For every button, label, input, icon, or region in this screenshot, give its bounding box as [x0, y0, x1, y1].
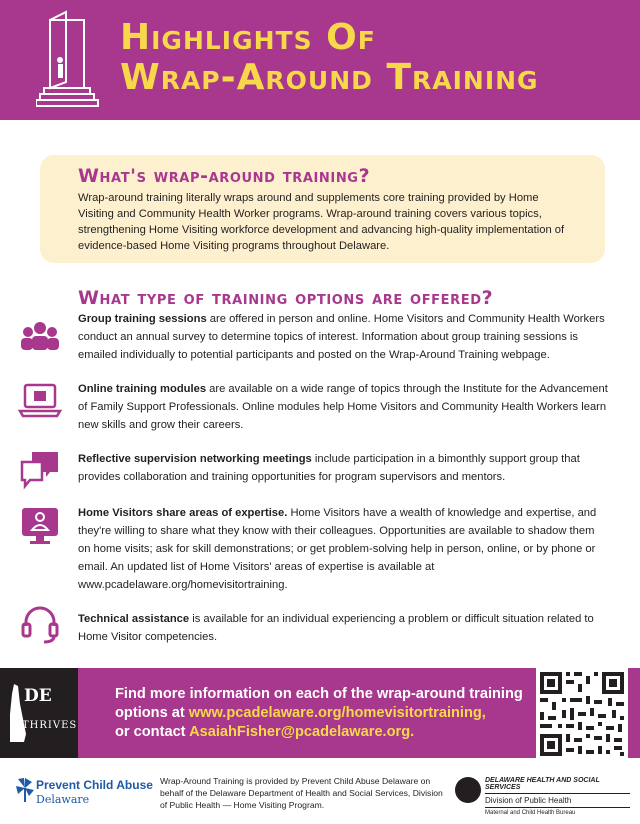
group-icon [18, 318, 62, 358]
banner-text [115, 685, 523, 742]
item-text: are offered in person and online. Home Visitors and Community Health Workers conduct an annual survey to determine topics of interest. Information about group training sessions is emailed individually to potential participants and posted on the Wrap-Around Training webpage. [78, 313, 605, 361]
item-bold: Home Visitors share areas of expertise. [78, 507, 288, 519]
qr-code-icon[interactable] [536, 668, 628, 760]
email-link[interactable]: AsaiahFisher@pcadelaware.org. [189, 724, 415, 740]
intro-box [40, 155, 605, 263]
item-bold: Group training sessions [78, 313, 207, 325]
chat-bubbles-icon [18, 450, 62, 490]
item-bold: Online training modules [78, 383, 207, 395]
dhss-logo [455, 777, 630, 816]
pca-sub: Delaware [36, 793, 90, 806]
footer-text: Wrap-Around Training is provided by Prevent Child Abuse Delaware on behalf of the Delaware Department of Health and Social Services, Division of Public Health — Home Visiting Program. [160, 776, 443, 810]
item-bold: Reflective supervision networking meetings [78, 453, 312, 465]
website-link[interactable]: www.pcadelaware.org/homevisitortraining, [188, 705, 486, 721]
dhss-bureau: Maternal and Child Health Bureau [485, 810, 576, 816]
item-group-training [78, 310, 608, 364]
intro-text: Wrap-around training literally wraps around and supplements core training provided by Home Visiting and Community Health Worker programs. Wrap-around training covers various topics, strengthening Home Visiting workforce development and advancing high-quality implementation of evidence-based Home Visiting programs throughout Delaware. [78, 192, 565, 252]
dhss-title: DELAWARE HEALTH AND SOCIAL SERVICES [485, 777, 630, 794]
de-logo-text: DE [24, 686, 52, 706]
banner-line-3-prefix: or contact [115, 724, 190, 740]
item-text: is available for an individual experiencing a problem or difficult situation related to Home Visitor competencies. [78, 613, 594, 643]
page-title [120, 18, 539, 98]
item-reflective-supervision [78, 450, 608, 486]
open-door-icon [36, 8, 106, 116]
pca-name: Prevent Child Abuse [36, 778, 153, 792]
item-text: Home Visitors have a wealth of knowledge and expertise, and they're willing to share what they know with their colleagues. Opportunities are available to shadow them on home visits; ask for skill demonstrations; or get problem-solving help in person, online, or by phone or email. An updated list of Home Visitors' areas of expertise is available at www.pcadelaware.org/homevisitortraining. [78, 507, 597, 591]
pinwheel-icon [14, 776, 36, 802]
laptop-icon [18, 380, 62, 420]
item-text: include participation in a bimonthly support group that provides collaboration and training opportunities for program supervisors and mentors. [78, 453, 580, 483]
banner-line-2-prefix: options at [115, 705, 189, 721]
item-text: are available on a wide range of topics through the Institute for the Advancement of Family Support Professionals. Online modules help Home Visitors and Community Health Workers learn new skills and grow their careers. [78, 383, 608, 431]
header-banner [0, 0, 640, 120]
dhss-seal-icon [455, 777, 481, 803]
title-line-2: Wrap-Around Training [120, 57, 539, 98]
dhss-division: Division of Public Health [485, 796, 630, 808]
monitor-person-icon [18, 506, 62, 546]
headset-icon [18, 604, 62, 644]
item-bold: Technical assistance [78, 613, 190, 625]
banner-line-1: Find more information on each of the wrap-around training [115, 686, 523, 702]
item-technical-assistance [78, 610, 608, 646]
intro-heading: What's wrap-around training? [78, 165, 371, 187]
options-heading: What type of training options are offered? [78, 287, 494, 309]
title-line-1: Highlights Of [120, 17, 376, 58]
item-online-modules [78, 380, 608, 434]
de-logo-sub: THRIVES [22, 720, 78, 731]
de-thrives-logo [0, 668, 78, 758]
item-home-visitors-expertise [78, 504, 608, 594]
